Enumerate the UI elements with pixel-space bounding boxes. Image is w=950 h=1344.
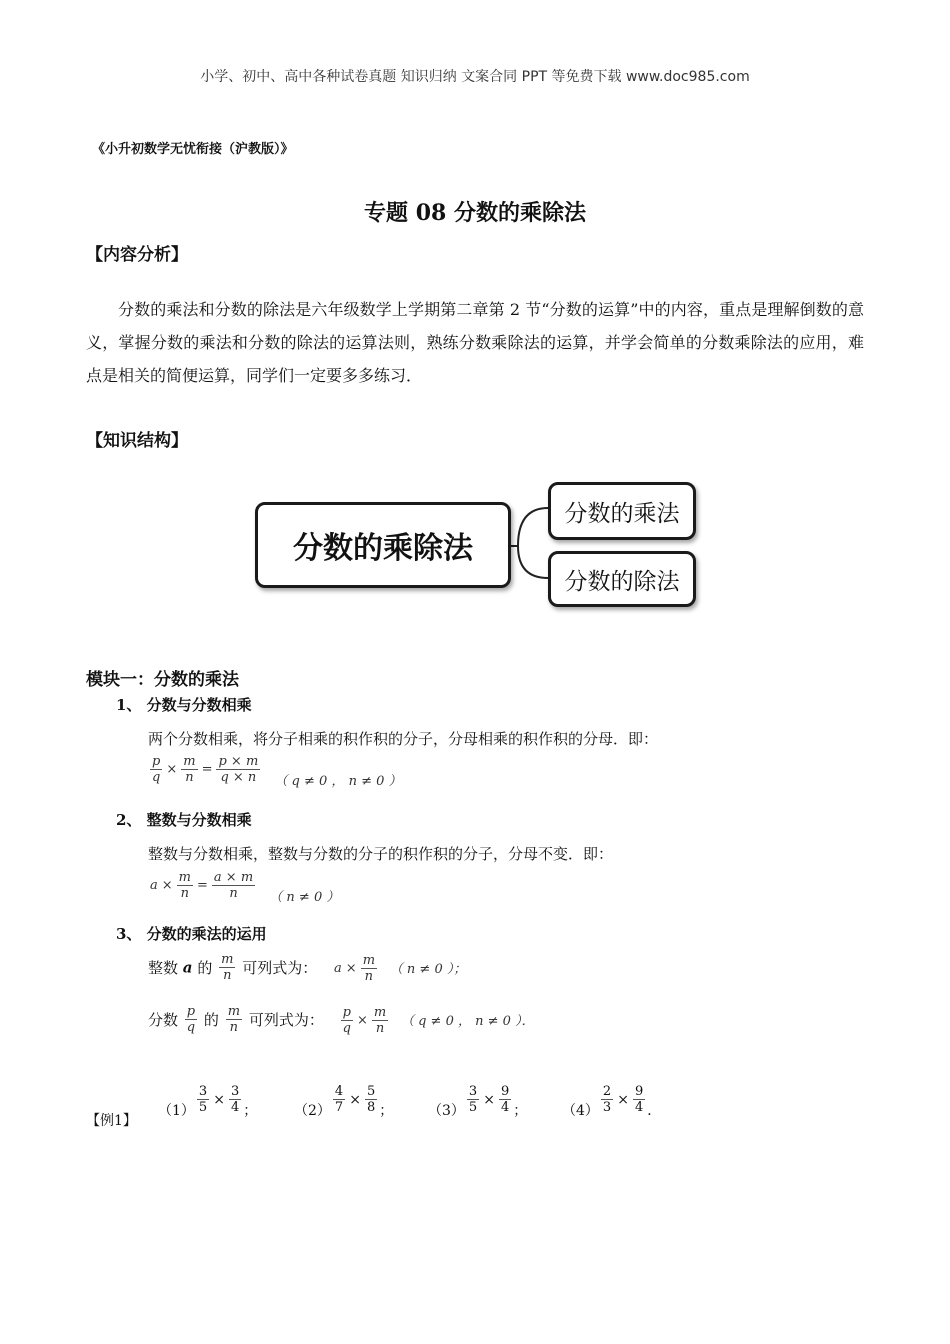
denominator: 3 <box>602 1100 612 1115</box>
section-1-heading: 1、 分数与分数相乘 <box>116 696 252 714</box>
numerator: p × m <box>218 754 259 769</box>
numerator: 3 <box>468 1084 478 1099</box>
document-series: 《小升初数学无忧衔接（沪教版）》 <box>92 142 294 157</box>
example-1-item-4 <box>562 1084 662 1119</box>
content-analysis-paragraph: 分数的乘法和分数的除法是六年级数学上学期第二章第 2 节“分数的运算”中的内容，重点是理解倒数的意义，掌握分数的乘法和分数的除法的运算法则，熟练分数乘除法的运算，并学会简单的分数乘除法的应用，难点是相关的简便运算，同学们一定要多多练习． <box>86 300 864 385</box>
denominator: q <box>342 1020 351 1036</box>
fraction-a <box>197 1084 209 1115</box>
fraction-m-over-n <box>361 953 377 984</box>
fraction-p-over-q <box>341 1005 353 1036</box>
line-1-condition: （ n ≠ 0 ）； <box>389 962 467 977</box>
integer-a: a <box>150 878 158 893</box>
section-1-rule: 两个分数相乘，将分子相乘的积作积的分子，分母相乘的积作积的分母．即： <box>148 730 659 748</box>
times-sign: × <box>161 878 173 893</box>
denominator: 4 <box>634 1100 644 1115</box>
line-1-prefix: 整数 <box>148 959 179 977</box>
line-2-prefix: 分数 <box>148 1011 179 1029</box>
content-analysis-heading: 【内容分析】 <box>86 245 188 265</box>
denominator: 4 <box>230 1100 240 1115</box>
fraction-result <box>212 870 255 901</box>
item-index: （4） <box>562 1102 599 1119</box>
line-1-integer-a: a <box>182 958 193 977</box>
numerator: 2 <box>602 1084 612 1099</box>
item-end: ． <box>647 1102 662 1119</box>
fraction-m-over-n <box>177 870 193 901</box>
section-3-line-2 <box>148 1004 535 1036</box>
denominator: 8 <box>366 1100 376 1115</box>
denominator: n <box>226 1019 242 1035</box>
fraction-a <box>467 1084 479 1115</box>
line-2-expression <box>339 1004 391 1036</box>
section-2-condition: （ n ≠ 0 ） <box>269 890 340 905</box>
numerator: 9 <box>500 1084 510 1099</box>
fraction-result <box>216 754 260 785</box>
numerator: a × m <box>213 870 254 885</box>
page-header: 小学、初中、高中各种试卷真题 知识归纳 文案合同 PPT 等免费下载 www.doc985.com <box>200 69 750 85</box>
fraction-b <box>499 1084 511 1115</box>
denominator: n <box>219 967 235 983</box>
example-1-item-3 <box>428 1084 528 1119</box>
denominator: n <box>361 968 377 984</box>
times-sign: × <box>483 1091 495 1108</box>
numerator: m <box>221 952 234 967</box>
line-2-condition: （ q ≠ 0 ， n ≠ 0 ）． <box>400 1014 535 1029</box>
fraction-p-over-q <box>185 1004 197 1035</box>
mind-map <box>250 478 700 610</box>
section-1-formula <box>148 754 402 789</box>
numerator: m <box>227 1004 241 1019</box>
times-sign: × <box>356 1012 368 1028</box>
line-2-suffix: 可列式为： <box>248 1011 324 1029</box>
line-1-expression <box>332 952 379 984</box>
fraction-a <box>601 1084 613 1115</box>
numerator: 5 <box>366 1084 376 1099</box>
mind-map-branch-multiplication: 分数的乘法 <box>548 482 696 540</box>
numerator: p <box>342 1004 351 1020</box>
denominator: q <box>152 770 161 785</box>
denominator: 4 <box>500 1100 510 1115</box>
page-title: 专题 08 分数的乘除法 <box>364 200 586 226</box>
item-index: （1） <box>158 1102 195 1119</box>
numerator: p <box>186 1004 196 1019</box>
denominator: n <box>177 885 193 901</box>
denominator: q × n <box>216 769 260 785</box>
section-3-heading: 3、 分数的乘法的运用 <box>116 925 267 943</box>
equals-sign: = <box>201 762 213 777</box>
fraction-a <box>333 1084 345 1115</box>
item-end: ； <box>243 1102 258 1119</box>
fraction-b <box>229 1084 241 1115</box>
fraction-m-over-n <box>372 1005 388 1036</box>
item-index: （3） <box>428 1102 465 1119</box>
denominator: q <box>186 1020 196 1035</box>
numerator: 4 <box>334 1084 344 1099</box>
denominator: 5 <box>468 1100 478 1115</box>
numerator: 3 <box>230 1084 240 1099</box>
fraction-b <box>365 1084 377 1115</box>
line-1-suffix: 可列式为： <box>242 959 318 977</box>
item-end: ； <box>513 1102 528 1119</box>
numerator: m <box>183 754 196 769</box>
knowledge-structure-heading: 【知识结构】 <box>86 431 188 451</box>
mind-map-branch-division: 分数的除法 <box>548 551 696 607</box>
numerator: m <box>373 1004 387 1020</box>
module-1-title: 模块一：分数的乘法 <box>86 670 239 690</box>
section-2-formula <box>148 870 340 905</box>
equals-sign: = <box>197 878 208 893</box>
fraction-m-over-n <box>181 754 197 785</box>
section-3-line-1 <box>148 952 466 984</box>
denominator: n <box>181 769 197 785</box>
denominator: n <box>212 885 255 901</box>
times-sign: × <box>166 762 178 777</box>
fraction-b <box>633 1084 645 1115</box>
times-sign: × <box>345 960 357 976</box>
example-1 <box>86 1084 866 1134</box>
section-1-condition: （ q ≠ 0 ， n ≠ 0 ） <box>274 774 402 789</box>
item-index: （2） <box>294 1102 331 1119</box>
denominator: 5 <box>198 1100 208 1115</box>
denominator: n <box>372 1020 388 1036</box>
numerator: p <box>152 754 161 769</box>
line-2-of: 的 <box>203 1011 219 1029</box>
numerator: 3 <box>198 1084 208 1099</box>
example-1-label: 【例1】 <box>86 1113 137 1129</box>
times-sign: × <box>213 1091 225 1108</box>
times-sign: × <box>617 1091 629 1108</box>
numerator: 9 <box>634 1084 644 1099</box>
line-1-of: 的 <box>197 959 213 977</box>
mind-map-root: 分数的乘除法 <box>255 502 511 588</box>
example-1-item-2 <box>294 1084 394 1119</box>
denominator: 7 <box>334 1100 344 1115</box>
item-end: ； <box>379 1102 394 1119</box>
times-sign: × <box>349 1091 361 1108</box>
integer-a: a <box>334 960 342 976</box>
section-2-rule: 整数与分数相乘，整数与分数的分子的积作积的分子，分母不变．即： <box>148 845 614 863</box>
fraction-m-over-n <box>219 952 235 983</box>
section-2-heading: 2、 整数与分数相乘 <box>116 811 252 829</box>
numerator: m <box>178 870 191 885</box>
example-1-item-1 <box>158 1084 258 1119</box>
fraction-m-over-n <box>226 1004 242 1035</box>
fraction-p-over-q <box>150 754 162 785</box>
numerator: m <box>362 952 376 968</box>
